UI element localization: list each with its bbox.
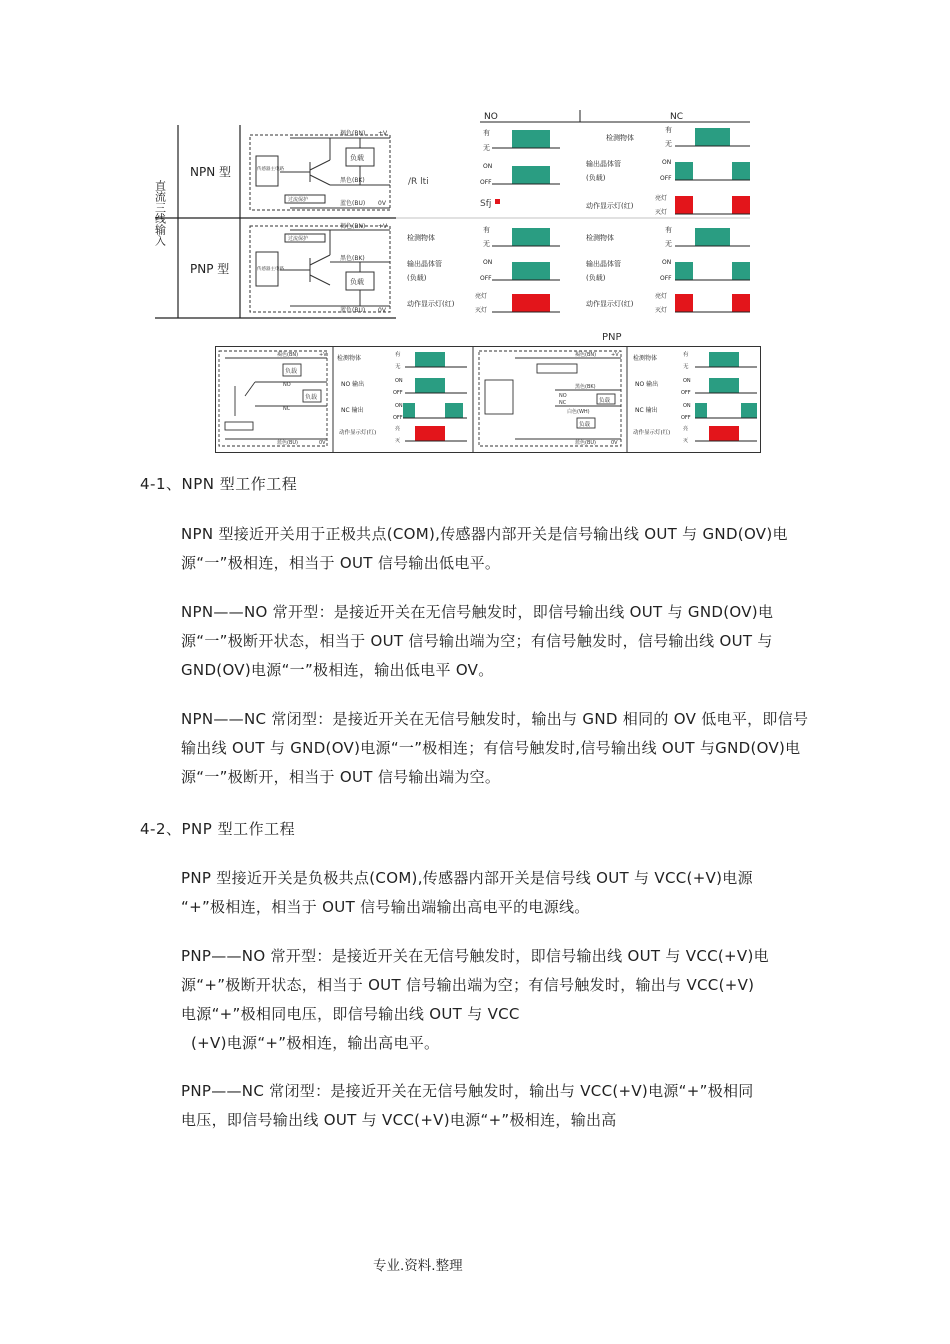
npn-bottom-nc: NC bbox=[283, 406, 291, 412]
pnp-bottom-nc: NC bbox=[559, 400, 567, 406]
pnp-bottom-blue: 蓝色(BU) bbox=[575, 440, 596, 446]
pnp-no-load: (负载) bbox=[407, 274, 427, 282]
section2-p3-line1: PNP——NC 常闭型：是接近开关在无信号触发时，输出与 VCC(+V)电源“+”极相同 bbox=[181, 1082, 754, 1100]
npn-dual-indicator: 动作显示灯(红) bbox=[339, 430, 377, 436]
section2-paragraph1 bbox=[181, 864, 821, 922]
npn-bottom-brown: 褐色(BN) bbox=[277, 352, 299, 358]
pnp-bottom-white: 白色(WH) bbox=[567, 409, 590, 415]
pnp-dual-none: 无 bbox=[683, 364, 689, 370]
npn-no-none: 无 bbox=[483, 144, 490, 152]
npn-no-timing bbox=[480, 128, 560, 186]
pnp-dual-on1: ON bbox=[683, 378, 691, 384]
pnp-dual-indicator: 动作显示灯(红) bbox=[633, 430, 671, 436]
npn-no-have: 有 bbox=[483, 129, 490, 137]
npn-bottom-load1: 负载 bbox=[285, 368, 298, 375]
pnp-dual-lighton: 亮 bbox=[683, 426, 689, 432]
pnp-caption: PNP bbox=[602, 332, 622, 343]
npn-nc-load: (负载) bbox=[586, 174, 606, 182]
pnp-nc-have: 有 bbox=[665, 226, 672, 234]
npn-dual-off1: OFF bbox=[393, 390, 403, 396]
pnp-no-detect: 检测物体 bbox=[407, 234, 435, 242]
pnp-nc-indicator: 动作显示灯(红) bbox=[586, 300, 634, 308]
npn-nc-have: 有 bbox=[665, 126, 672, 134]
npn-dual-off2: OFF bbox=[393, 415, 403, 421]
pnp-nc-load: (负载) bbox=[586, 274, 606, 282]
artifact-text-2: Sfj bbox=[480, 199, 492, 209]
pnp-black: 黑色(BK) bbox=[340, 255, 365, 262]
npn-dual-have: 有 bbox=[395, 352, 401, 358]
pnp-nc-on: ON bbox=[662, 259, 672, 266]
pnp-no-none: 无 bbox=[483, 240, 490, 248]
npn-bottom-load2: 负载 bbox=[305, 394, 318, 401]
pnp-plus-v: +V bbox=[378, 223, 388, 230]
section2-paragraph3 bbox=[181, 1077, 821, 1135]
pnp-dual-off1: OFF bbox=[681, 390, 691, 396]
pnp-bottom-plus: +V bbox=[611, 352, 619, 358]
no-header: NO bbox=[484, 112, 498, 122]
pnp-no-have: 有 bbox=[483, 226, 490, 234]
pnp-type-label: PNP 型 bbox=[190, 262, 230, 276]
npn-plus-v: +V bbox=[378, 130, 388, 137]
section1-p2-text: NPN——NO 常开型：是接近开关在无信号触发时，即信号输出线 OUT 与 GND(OV)电源“一”极断开状态，相当于 OUT 信号输出端为空；有信号触发时，信号输出线 OUT 与 GND(OV)电源“一”极相连，输出低电平 OV。 bbox=[181, 603, 774, 679]
pnp-bottom-zero: 0V bbox=[611, 440, 618, 446]
section1-p3-text: NPN——NC 常闭型：是接近开关在无信号触发时，输出与 GND 相同的 OV 低电平，即信号输出线 OUT 与 GND(OV)电源“一”极相连；有信号触发时,信号输出线 OUT 与GND(OV)电源“一”极断开，相当于 OUT 信号输出端为空。 bbox=[181, 710, 809, 786]
page-footer: 专业.资料.整理 bbox=[373, 1258, 463, 1274]
npn-nc-indicator: 动作显示灯(红) bbox=[586, 202, 634, 210]
section2-p2-line2: 源“+”极断开状态，相当于 OUT 信号输出端为空；有信号触发时，输出与 VCC(+V) bbox=[181, 976, 755, 994]
npn-no-on: ON bbox=[483, 163, 493, 170]
section2-p1-line2: “+”极相连，相当于 OUT 信号输出端输出高电平的电源线。 bbox=[181, 898, 590, 916]
pnp-dual-no: NO 输出 bbox=[635, 381, 659, 388]
npn-circuit bbox=[250, 135, 390, 210]
pnp-dual-nc: NC 输出 bbox=[635, 407, 658, 414]
pnp-nc-lightoff: 灭灯 bbox=[655, 307, 668, 314]
npn-bottom-blue: 蓝色(BU) bbox=[277, 440, 298, 446]
pnp-protect: 过流保护 bbox=[288, 236, 309, 242]
npn-black: 黑色(BK) bbox=[340, 177, 365, 184]
npn-type-label: NPN 型 bbox=[190, 165, 232, 179]
section1-paragraph2 bbox=[181, 598, 821, 685]
section1-paragraph3 bbox=[181, 705, 821, 792]
pnp-bottom-load1: 负载 bbox=[599, 398, 611, 404]
pnp-bottom-brown: 褐色(BN) bbox=[575, 352, 597, 358]
section2-heading: 4-2、PNP 型工作工程 bbox=[140, 820, 296, 838]
section2-p2-line4: (+V)电源“+”极相连，输出高电平。 bbox=[191, 1034, 440, 1052]
pnp-no-lighton: 亮灯 bbox=[475, 293, 488, 300]
pnp-no-indicator: 动作显示灯(红) bbox=[407, 300, 455, 308]
npn-nc-lighton: 亮灯 bbox=[655, 195, 668, 202]
npn-dual-none: 无 bbox=[395, 364, 401, 370]
pnp-dual-timing bbox=[633, 350, 757, 444]
pnp-nc-out: 输出晶体管 bbox=[586, 260, 621, 268]
npn-nc-out: 输出晶体管 bbox=[586, 160, 621, 168]
pnp-bottom-load2: 负载 bbox=[579, 422, 591, 428]
npn-dual-lighton: 亮 bbox=[395, 426, 401, 432]
npn-bottom-no: NO bbox=[283, 382, 291, 388]
pnp-nc-detect: 检测物体 bbox=[586, 234, 614, 242]
wiring-diagram-top bbox=[150, 100, 760, 322]
npn-nc-none: 无 bbox=[665, 140, 672, 148]
section2-paragraph2 bbox=[181, 942, 821, 1058]
pnp-main-circuit: 传感器主电路 bbox=[257, 267, 284, 272]
section1-paragraph1 bbox=[181, 520, 821, 578]
pnp-no-lightoff: 灭灯 bbox=[475, 307, 488, 314]
npn-nc-detect: 检测物体 bbox=[606, 134, 634, 142]
npn-bottom-zero: 0V bbox=[319, 440, 326, 446]
npn-dual-nc: NC 输出 bbox=[341, 407, 364, 414]
npn-nc-lightoff: 灭灯 bbox=[655, 209, 668, 216]
npn-dual-on2: ON bbox=[395, 403, 403, 409]
pnp-nc-timing bbox=[586, 225, 750, 314]
npn-brown: 褐色(BN) bbox=[340, 130, 366, 137]
npn-dual-no: NO 输出 bbox=[341, 381, 365, 388]
pnp-dual-lightoff: 灭 bbox=[683, 438, 689, 444]
npn-main-circuit: 传感器主电路 bbox=[257, 167, 284, 172]
npn-dual-detect: 检测物体 bbox=[337, 355, 362, 362]
section1-heading: 4-1、NPN 型工作工程 bbox=[140, 475, 298, 493]
pnp-no-on: ON bbox=[483, 259, 493, 266]
section1-p1-text: NPN 型接近开关用于正极共点(COM),传感器内部开关是信号输出线 OUT 与 GND(OV)电源“一”极相连，相当于 OUT 信号输出低电平。 bbox=[181, 525, 788, 572]
npn-nc-timing bbox=[586, 125, 750, 216]
section2-p3-line2: 电压，即信号输出线 OUT 与 VCC(+V)电源“+”极相连，输出高 bbox=[181, 1111, 617, 1129]
section2-p1-line1: PNP 型接近开关是负极共点(COM),传感器内部开关是信号线 OUT 与 VCC(+V)电源 bbox=[181, 869, 753, 887]
pnp-nc-none: 无 bbox=[665, 240, 672, 248]
pnp-load: 负载 bbox=[350, 278, 364, 286]
pnp-zero-v: 0V bbox=[378, 307, 386, 314]
wiring-diagram-bottom bbox=[215, 346, 761, 454]
pnp-dual-on2: ON bbox=[683, 403, 691, 409]
npn-load: 负载 bbox=[350, 154, 364, 162]
side-label: 直流三线输入 bbox=[153, 180, 167, 246]
pnp-bottom-no: NO bbox=[559, 393, 567, 399]
artifact-text-1: /R lti bbox=[408, 177, 429, 187]
npn-nc-off: OFF bbox=[660, 175, 672, 182]
npn-dual-timing bbox=[337, 350, 467, 444]
pnp-dual-off2: OFF bbox=[681, 415, 691, 421]
npn-bottom-plus: +V bbox=[319, 352, 327, 358]
npn-zero-v: 0V bbox=[378, 200, 386, 207]
section2-p2-line1: PNP——NO 常开型：是接近开关在无信号触发时，即信号输出线 OUT 与 VCC(+V)电 bbox=[181, 947, 769, 965]
pnp-no-out: 输出晶体管 bbox=[407, 260, 442, 268]
npn-no-off: OFF bbox=[480, 179, 492, 186]
nc-header: NC bbox=[670, 112, 684, 122]
pnp-nc-off: OFF bbox=[660, 275, 672, 282]
pnp-nc-lighton: 亮灯 bbox=[655, 293, 668, 300]
pnp-dual-have: 有 bbox=[683, 352, 689, 358]
section2-p2-line3: 电源“+”极相同电压，即信号输出线 OUT 与 VCC bbox=[181, 1005, 520, 1023]
pnp-no-timing bbox=[407, 225, 560, 314]
npn-dual-lightoff: 灭 bbox=[395, 438, 401, 444]
npn-protect: 过流保护 bbox=[288, 197, 309, 203]
pnp-bottom-black: 黑色(BK) bbox=[575, 384, 596, 390]
pnp-no-off: OFF bbox=[480, 275, 492, 282]
npn-dual-on1: ON bbox=[395, 378, 403, 384]
pnp-dual-detect: 检测物体 bbox=[633, 355, 658, 362]
pnp-blue: 蓝色(BU) bbox=[340, 307, 366, 314]
pnp-brown: 褐色(BN) bbox=[340, 223, 366, 230]
npn-nc-on: ON bbox=[662, 159, 672, 166]
npn-blue: 蓝色(BU) bbox=[340, 200, 366, 207]
